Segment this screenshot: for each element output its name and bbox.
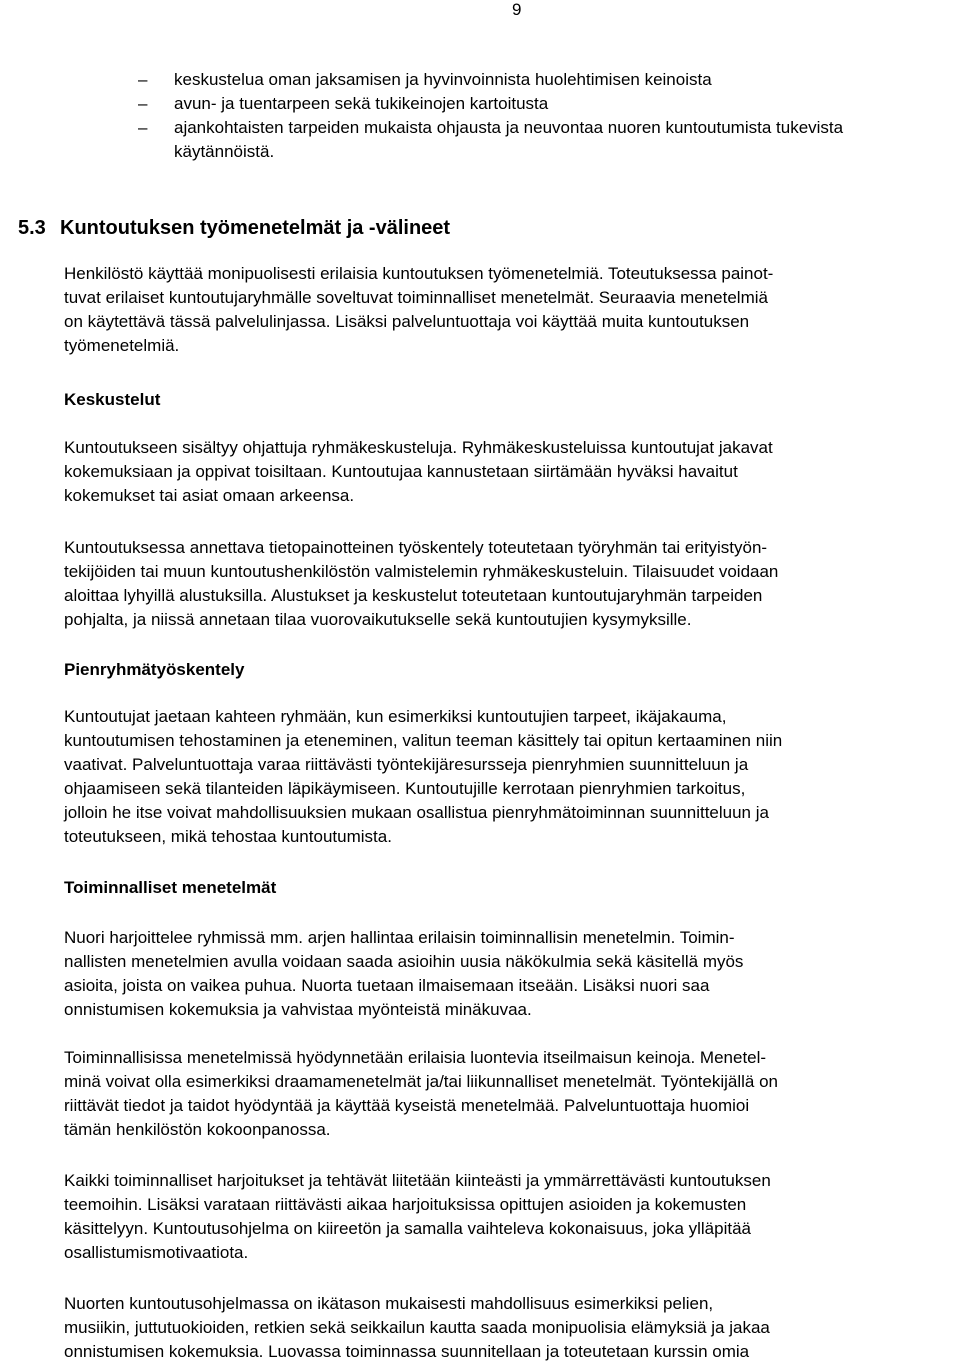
text-line: aloittaa lyhyillä alustuksilla. Alustukset ja keskustelut toteutetaan kuntoutujaryhmän tarpeiden (64, 586, 763, 605)
bullet-dash: – (138, 94, 148, 113)
list-item-text: ajankohtaisten tarpeiden mukaista ohjausta ja neuvontaa nuoren kuntoutumista tukevista käytännöistä. (174, 118, 844, 161)
text-line: pohjalta, ja niissä annetaan tilaa vuorovaikutukselle sekä kuntoutujien kysymyksille. (64, 610, 692, 629)
text-line: Toiminnallisissa menetelmissä hyödynnetään erilaisia luontevia itseilmaisun keinoja. Menetel- (64, 1048, 767, 1067)
text-line: onnistumisen kokemuksia ja vahvistaa myönteistä minäkuvaa. (64, 1000, 532, 1019)
text-line: Kuntoutujat jaetaan kahteen ryhmään, kun esimerkiksi kuntoutujien tarpeet, ikäjakauma, (64, 707, 727, 726)
text-line: käsittelyyn. Kuntoutusohjelma on kiireetön ja samalla vaihteleva kokonaisuus, joka ylläpitää (64, 1219, 751, 1238)
pienryhma-paragraph (64, 705, 960, 849)
text-line: on käytettävä tässä palvelulinjassa. Lisäksi palveluntuottaja voi käyttää muita kuntoutuksen (64, 312, 750, 331)
list-item (0, 68, 960, 92)
text-line: Kuntoutuksessa annettava tietopainotteinen työskentely toteutetaan työryhmän tai erityistyön- (64, 538, 768, 557)
text-line: asioita, joista on vaikea puhua. Nuorta tuetaan ilmaisemaan itseään. Lisäksi nuori saa (64, 976, 710, 995)
text-line: Nuori harjoittelee ryhmissä mm. arjen hallintaa erilaisin toiminnallisin menetelmin. Toimin- (64, 928, 735, 947)
text-line: toteutukseen, mikä tehostaa kuntoutumista. (64, 827, 392, 846)
text-line: jolloin he itse voivat mahdollisuuksien mukaan osallistua pienryhmätoiminnan suunnitteluun ja (64, 803, 769, 822)
toiminnalliset-paragraph-1 (64, 926, 960, 1022)
text-line: työmenetelmiä. (64, 336, 180, 355)
text-line: musiikin, juttutuokioiden, retkien sekä seikkailun kautta saada monipuolisia elämyksiä ja jakaa (64, 1318, 770, 1337)
subheading-keskustelut: Keskustelut (64, 390, 161, 409)
keskustelut-paragraph-2 (64, 536, 960, 632)
bullet-list (0, 68, 960, 164)
text-line: Kuntoutukseen sisältyy ohjattuja ryhmäkeskusteluja. Ryhmäkeskusteluissa kuntoutujat jakavat (64, 438, 773, 457)
bullet-dash: – (138, 118, 148, 137)
bullet-dash: – (138, 70, 148, 89)
page-number: 9 (512, 0, 522, 19)
section-heading (18, 214, 450, 242)
text-line: tämän henkilöstön kokoonpanossa. (64, 1120, 331, 1139)
list-item-text: avun- ja tuentarpeen sekä tukikeinojen kartoitusta (174, 94, 549, 113)
text-line: teemoihin. Lisäksi varataan riittävästi aikaa harjoituksissa opittujen asioiden ja kokemusten (64, 1195, 747, 1214)
text-line: Henkilöstö käyttää monipuolisesti erilaisia kuntoutuksen työmenetelmiä. Toteutuksessa painot- (64, 264, 774, 283)
text-line: kokemukset tai asiat omaan arkeensa. (64, 486, 355, 505)
subheading-keskustelut-wrap (64, 388, 960, 412)
text-line: nallisten menetelmien avulla voidaan saada asioihin uusia näkökulmia sekä käsitellä myös (64, 952, 744, 971)
list-item (0, 116, 960, 164)
text-line: osallistumismotivaatiota. (64, 1243, 249, 1262)
subheading-pienryhma-wrap (64, 658, 960, 682)
toiminnalliset-paragraph-4 (64, 1292, 960, 1364)
subheading-toiminnalliset-menetelmat: Toiminnalliset menetelmät (64, 878, 277, 897)
text-line: kokemuksiaan ja oppivat toisiltaan. Kuntoutujaa kannustetaan siirtämään hyväksi havaitut (64, 462, 738, 481)
subheading-toiminnalliset-wrap (64, 876, 960, 900)
text-line: vaativat. Palveluntuottaja varaa riittävästi työntekijäresursseja pienryhmien suunnitteluun ja (64, 755, 749, 774)
text-line: Kaikki toiminnalliset harjoitukset ja tehtävät liitetään kiinteästi ja ymmärrettävästi kuntoutuksen (64, 1171, 771, 1190)
toiminnalliset-paragraph-2 (64, 1046, 960, 1142)
list-item-text: keskustelua oman jaksamisen ja hyvinvoinnista huolehtimisen keinoista (174, 70, 712, 89)
section-number: 5.3 (18, 217, 46, 239)
subheading-pienryhmatyoskentely: Pienryhmätyöskentely (64, 660, 245, 679)
section-title: Kuntoutuksen työmenetelmät ja -välineet (60, 217, 451, 239)
keskustelut-paragraph-1 (64, 436, 960, 508)
text-line: kuntoutumisen tehostaminen ja eteneminen, valitun teeman käsittely tai opitun kertaaminen niin (64, 731, 783, 750)
text-line: minä voivat olla esimerkiksi draamamenetelmät ja/tai liikunnalliset menetelmät. Työntekijällä on (64, 1072, 779, 1091)
text-line: tuvat erilaiset kuntoutujaryhmälle soveltuvat toiminnalliset menetelmät. Seuraavia menetelmiä (64, 288, 768, 307)
list-item (0, 92, 960, 116)
text-line: tekijöiden tai muun kuntoutushenkilöstön valmistelemin ryhmäkeskusteluin. Tilaisuudet voidaan (64, 562, 779, 581)
text-line: Nuorten kuntoutusohjelmassa on ikätason mukaisesti mahdollisuus esimerkiksi pelien, (64, 1294, 714, 1313)
text-line: ohjaamiseen sekä tilanteiden läpikäymiseen. Kuntoutujille kerrotaan pienryhmien tarkoitus, (64, 779, 746, 798)
text-line: onnistumisen kokemuksia. Luovassa toiminnassa suunnitellaan ja toteutetaan kurssin omia (64, 1342, 750, 1361)
toiminnalliset-paragraph-3 (64, 1169, 960, 1265)
intro-paragraph (64, 262, 960, 358)
text-line: riittävät tiedot ja taidot hyödyntää ja käyttää kyseistä menetelmää. Palveluntuottaja huomioi (64, 1096, 750, 1115)
